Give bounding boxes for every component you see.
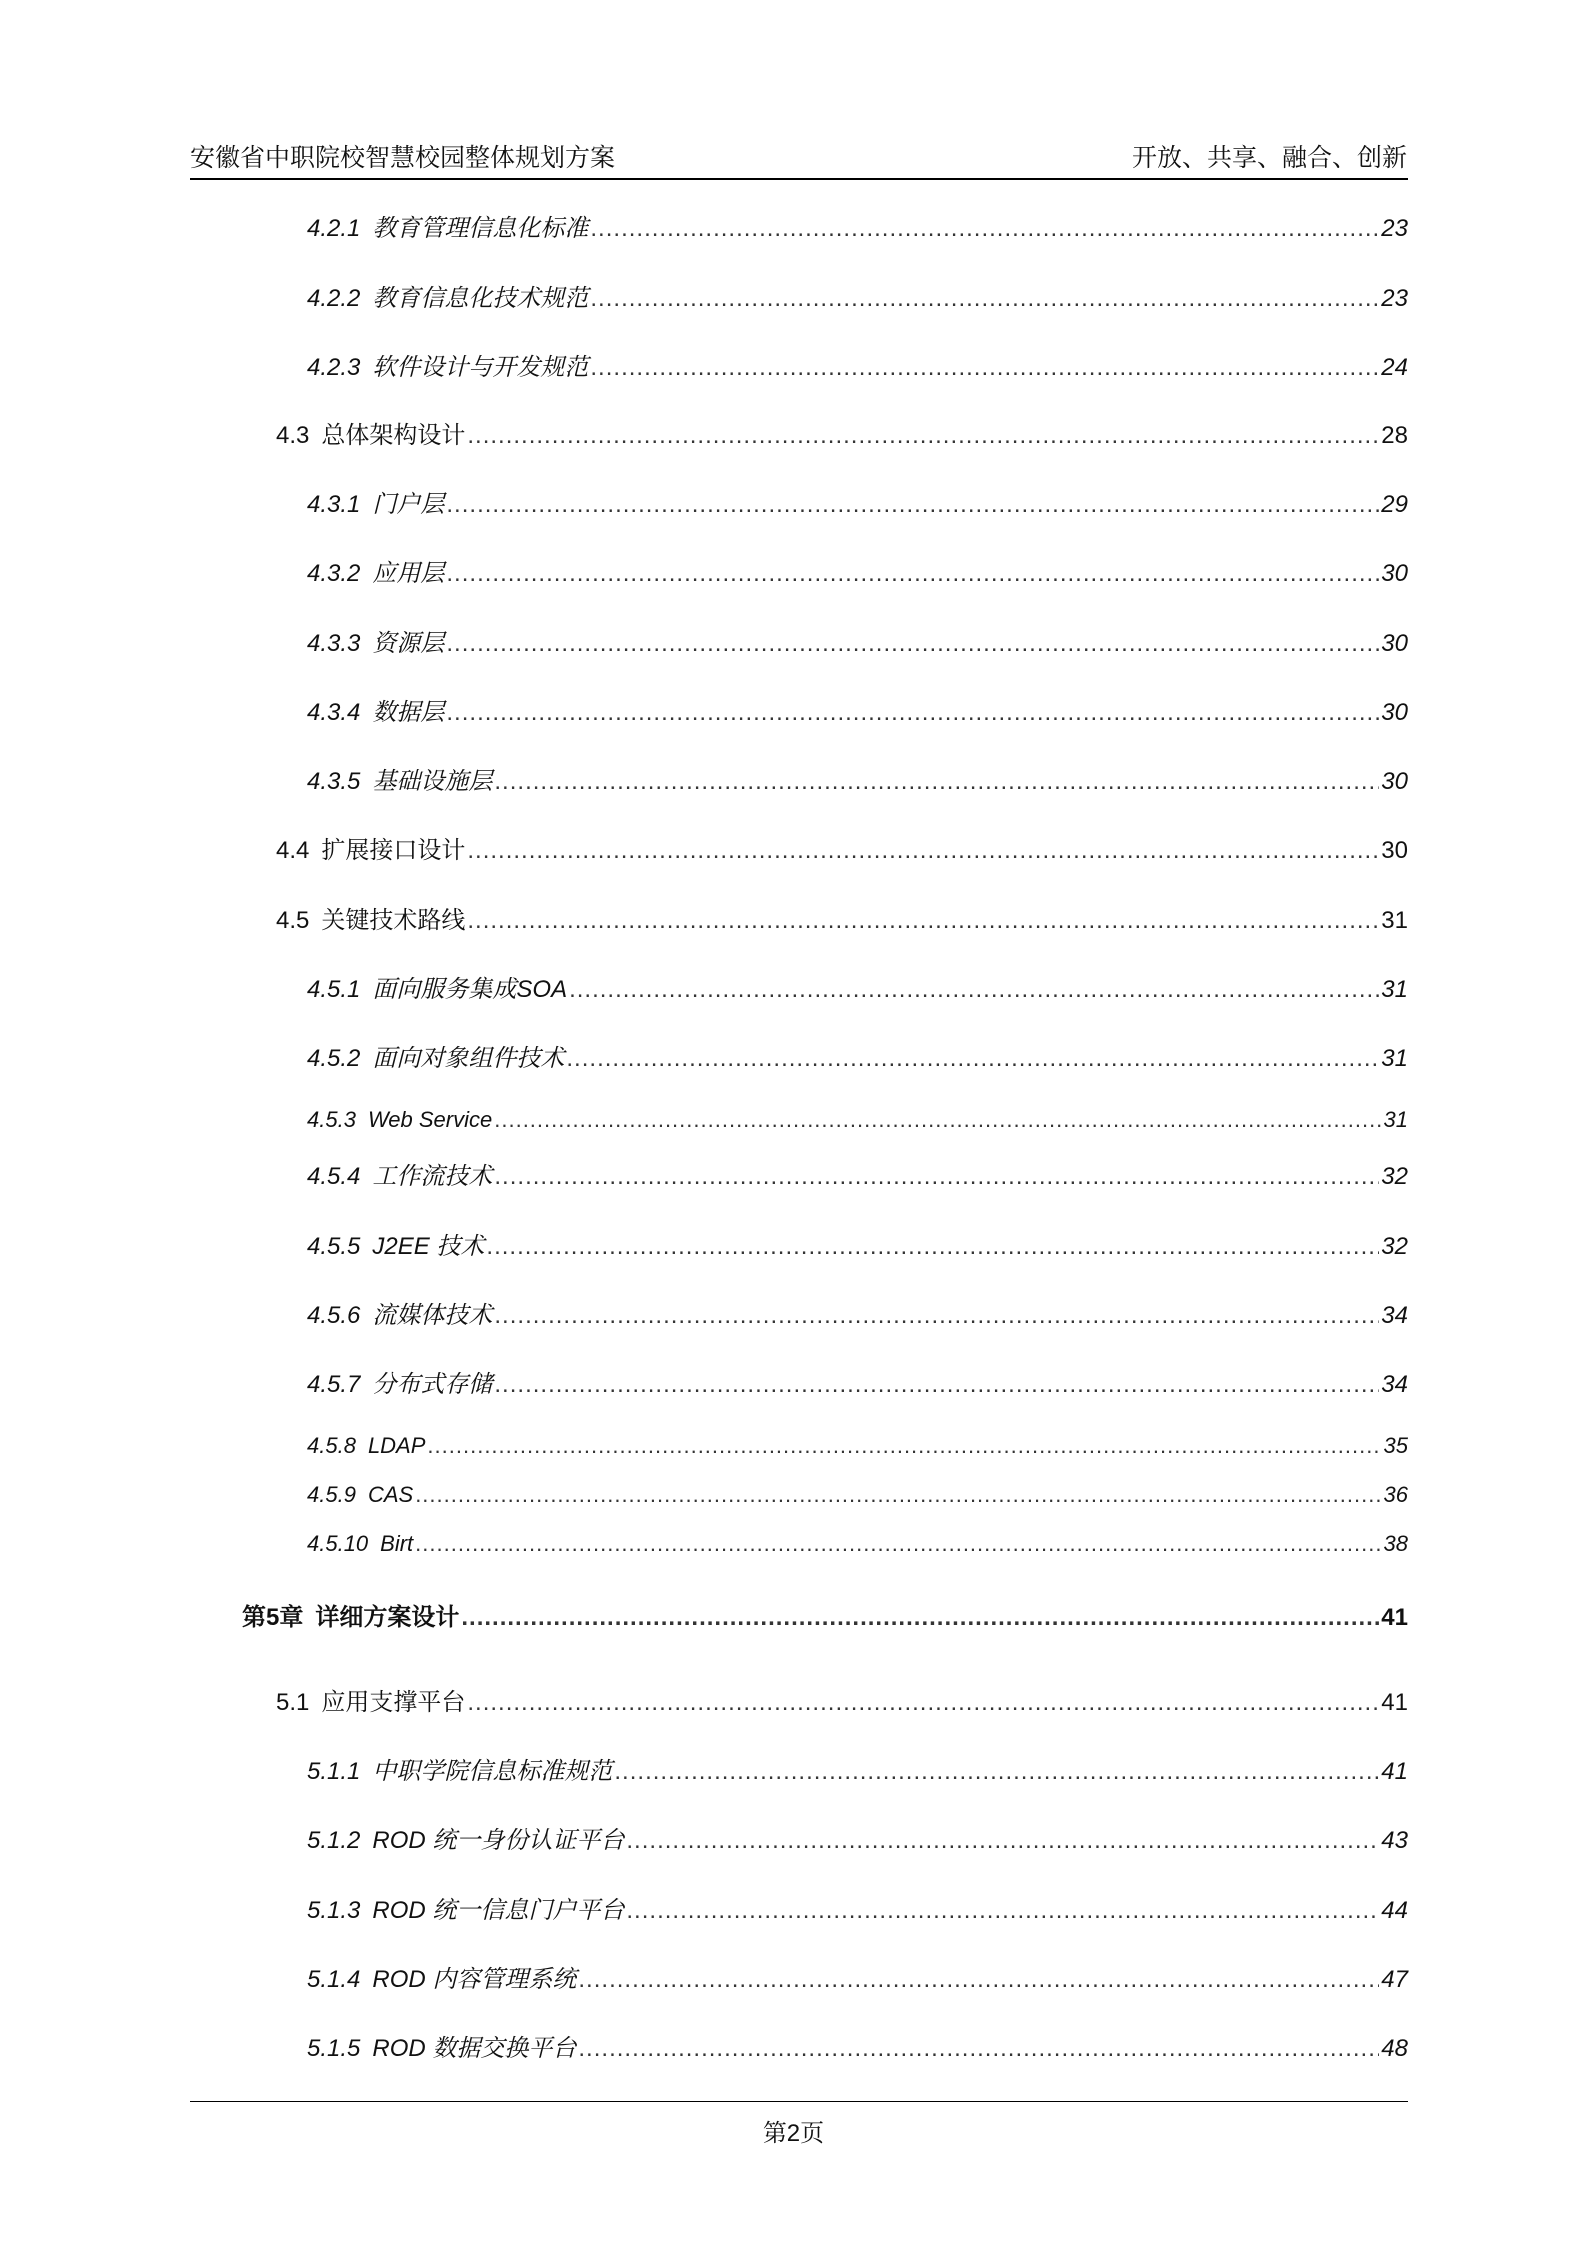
toc-page: 30 (1381, 837, 1408, 864)
toc-title: 面向服务集成SOA (372, 976, 568, 1003)
toc-leader (578, 2034, 1379, 2064)
toc-leader (446, 559, 1379, 589)
toc-page: 30 (1381, 560, 1408, 587)
toc-leader (566, 1044, 1379, 1074)
toc-leader (446, 629, 1379, 659)
toc-entry[interactable] (0, 1301, 1408, 1331)
toc-page: 32 (1381, 1163, 1408, 1190)
toc-entry[interactable] (0, 1480, 1408, 1510)
toc-title: 面向对象组件技术 (372, 1045, 565, 1072)
toc-page: 30 (1381, 630, 1408, 657)
toc-number: 4.3.5 (307, 768, 361, 795)
toc-number: 4.3.2 (307, 560, 361, 587)
toc-number: 4.3.3 (307, 630, 361, 657)
toc-leader (590, 284, 1379, 314)
toc-leader (467, 836, 1379, 866)
toc-number: 4.5.3 (307, 1107, 356, 1132)
toc-entry[interactable] (0, 2034, 1408, 2064)
toc-title: 软件设计与开发规范 (372, 354, 589, 381)
toc-entry[interactable] (0, 214, 1408, 244)
toc-leader (494, 767, 1379, 797)
toc-title: 详细方案设计 (315, 1604, 460, 1631)
toc-entry[interactable] (0, 1757, 1408, 1787)
toc-leader (467, 906, 1379, 936)
toc-title: 扩展接口设计 (321, 837, 466, 864)
header-slogan: 开放、共享、融合、创新 (1131, 144, 1407, 172)
toc-leader (446, 698, 1379, 728)
toc-title: 资源层 (372, 630, 445, 657)
toc-title: 门户层 (372, 491, 445, 518)
toc-number: 4.3.1 (307, 491, 361, 518)
toc-number: 4.5.5 (307, 1233, 361, 1260)
toc-entry[interactable] (0, 836, 1408, 866)
toc-entry[interactable] (0, 353, 1408, 383)
toc-page: 30 (1381, 699, 1408, 726)
toc-page: 47 (1381, 1966, 1408, 1993)
toc-number: 4.5 (276, 907, 310, 934)
toc-title: ROD 统一身份认证平台 (372, 1827, 625, 1854)
toc-number: 4.5.10 (307, 1531, 369, 1556)
page-number: 第2页 (762, 2120, 825, 2147)
toc-number: 5.1 (276, 1689, 310, 1716)
toc-title: 流媒体技术 (372, 1302, 493, 1329)
toc-page: 30 (1381, 768, 1408, 795)
toc-entry[interactable] (0, 629, 1408, 659)
toc-entry[interactable] (0, 767, 1408, 797)
toc-title: ROD 统一信息门户平台 (372, 1897, 625, 1924)
toc-entry[interactable] (0, 1688, 1408, 1718)
toc-number: 4.5.6 (307, 1302, 361, 1329)
toc-page: 38 (1383, 1531, 1408, 1556)
toc-leader (415, 1480, 1381, 1510)
toc-page: 23 (1381, 215, 1408, 242)
toc-number: 4.3 (276, 422, 310, 449)
toc-page: 28 (1381, 422, 1408, 449)
toc-number: 第5章 (242, 1604, 304, 1631)
toc-leader (626, 1896, 1379, 1926)
toc-leader (494, 1301, 1379, 1331)
toc-entry[interactable] (0, 1826, 1408, 1856)
toc-leader (494, 1162, 1379, 1192)
header-rule (190, 178, 1408, 180)
toc-entry[interactable] (0, 1896, 1408, 1926)
toc-title: Web Service (367, 1107, 493, 1132)
toc-page: 35 (1383, 1433, 1408, 1458)
toc-page: 43 (1381, 1827, 1408, 1854)
toc-number: 5.1.5 (307, 2035, 361, 2062)
toc-leader (486, 1232, 1379, 1262)
toc-number: 4.5.9 (307, 1482, 356, 1507)
toc-page: 31 (1383, 1107, 1408, 1132)
toc-entry[interactable] (0, 1529, 1408, 1559)
toc-entry[interactable] (0, 975, 1408, 1005)
toc-entry[interactable] (0, 1105, 1408, 1135)
toc-title: 教育管理信息化标准 (372, 215, 589, 242)
toc-page: 41 (1381, 1604, 1408, 1631)
toc-title: CAS (367, 1482, 414, 1507)
toc-number: 4.5.4 (307, 1163, 361, 1190)
toc-entry[interactable] (0, 698, 1408, 728)
toc-entry[interactable] (0, 559, 1408, 589)
toc-page: 41 (1381, 1689, 1408, 1716)
toc-leader (626, 1826, 1379, 1856)
toc-number: 5.1.4 (307, 1966, 361, 1993)
toc-number: 4.5.7 (307, 1371, 361, 1398)
header-title: 安徽省中职院校智慧校园整体规划方案 (190, 144, 616, 172)
toc-page: 44 (1381, 1897, 1408, 1924)
toc-entry[interactable] (0, 1232, 1408, 1262)
toc-page: 32 (1381, 1233, 1408, 1260)
toc-entry[interactable] (0, 421, 1408, 451)
toc-entry[interactable] (0, 284, 1408, 314)
toc-page: 34 (1381, 1302, 1408, 1329)
toc-page: 48 (1381, 2035, 1408, 2062)
toc-title: 应用支撑平台 (321, 1689, 466, 1716)
toc-leader (569, 975, 1379, 1005)
toc-number: 4.2.3 (307, 354, 361, 381)
toc-page: 31 (1381, 976, 1408, 1003)
toc-number: 5.1.1 (307, 1758, 361, 1785)
toc-title: J2EE 技术 (372, 1233, 485, 1260)
toc-page: 36 (1383, 1482, 1408, 1507)
toc-number: 4.2.2 (307, 285, 361, 312)
toc-page: 29 (1381, 491, 1408, 518)
toc-title: ROD 数据交换平台 (372, 2035, 577, 2062)
toc-leader (467, 421, 1379, 451)
toc-leader (427, 1431, 1381, 1461)
toc-title: 中职学院信息标准规范 (372, 1758, 613, 1785)
toc-title: 总体架构设计 (321, 422, 466, 449)
toc-number: 4.5.8 (307, 1433, 356, 1458)
toc-title: 工作流技术 (372, 1163, 493, 1190)
toc-entry[interactable] (0, 1431, 1408, 1461)
toc-leader (578, 1965, 1379, 1995)
toc-number: 4.4 (276, 837, 310, 864)
toc-entry[interactable] (0, 1603, 1408, 1633)
toc-number: 4.2.1 (307, 215, 361, 242)
toc-title: 教育信息化技术规范 (372, 285, 589, 312)
toc-leader (494, 1105, 1381, 1135)
toc-number: 4.5.2 (307, 1045, 361, 1072)
toc-leader (461, 1603, 1379, 1633)
toc-title: Birt (380, 1531, 414, 1556)
toc-leader (590, 214, 1379, 244)
toc-number: 5.1.3 (307, 1897, 361, 1924)
toc-title: ROD 内容管理系统 (372, 1966, 577, 1993)
toc-entry[interactable] (0, 906, 1408, 936)
toc-page: 24 (1381, 354, 1408, 381)
toc-page: 31 (1381, 1045, 1408, 1072)
footer-rule (190, 2101, 1408, 2102)
toc-leader (494, 1370, 1379, 1400)
toc-leader (467, 1688, 1379, 1718)
toc-number: 4.3.4 (307, 699, 361, 726)
toc-page: 41 (1381, 1758, 1408, 1785)
toc-entry[interactable] (0, 1370, 1408, 1400)
toc-entry[interactable] (0, 1965, 1408, 1995)
toc-title: 数据层 (372, 699, 445, 726)
toc-page: 23 (1381, 285, 1408, 312)
toc-number: 5.1.2 (307, 1827, 361, 1854)
toc-leader (614, 1757, 1379, 1787)
toc-title: 基础设施层 (372, 768, 493, 795)
toc-leader (446, 490, 1379, 520)
toc-number: 4.5.1 (307, 976, 361, 1003)
toc-title: 关键技术路线 (321, 907, 466, 934)
toc-entry[interactable] (0, 1044, 1408, 1074)
toc-title: 应用层 (372, 560, 445, 587)
toc-title: LDAP (367, 1433, 426, 1458)
toc-page: 31 (1381, 907, 1408, 934)
toc-page: 34 (1381, 1371, 1408, 1398)
toc-entry[interactable] (0, 1162, 1408, 1192)
toc-leader (415, 1529, 1381, 1559)
toc-entry[interactable] (0, 490, 1408, 520)
toc-leader (590, 353, 1379, 383)
toc-title: 分布式存储 (372, 1371, 493, 1398)
